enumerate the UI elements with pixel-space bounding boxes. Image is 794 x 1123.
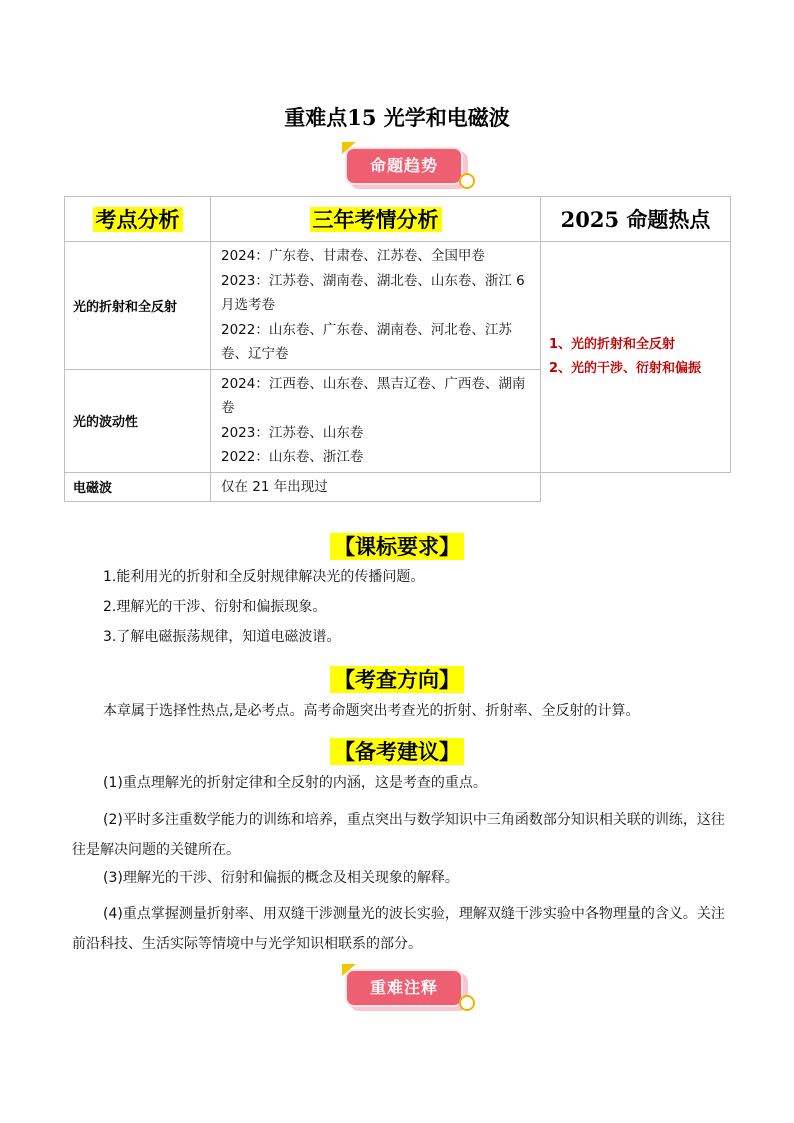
page-title: 重难点15 光学和电磁波: [284, 105, 510, 130]
topic-cell: 光的折射和全反射: [65, 242, 211, 370]
direction-text: 本章属于选择性热点,是必考点。高考命题突出考查光的折射、折射率、全反射的计算。: [103, 703, 640, 719]
hot-cell: 1、光的折射和全反射 2、光的干涉、衍射和偏振: [541, 242, 731, 473]
detail-cell: 2024：广东卷、甘肃卷、江苏卷、全国甲卷 2023：江苏卷、湖南卷、湖北卷、山东卷、浙江 6 月选考卷 2022：山东卷、广东卷、湖南卷、河北卷、江苏卷、辽宁卷: [211, 242, 541, 370]
direction-title: 【考查方向】: [0, 664, 794, 694]
advice-item: (4)重点掌握测量折射率、用双缝干涉测量光的波长实验，理解双缝干涉实验中各物理量的含义。关注前沿科技、生活实际等情境中与光学知识相联系的部分。: [72, 906, 725, 952]
advice-item: (3)理解光的干涉、衍射和偏振的概念及相关现象的解释。: [103, 870, 459, 886]
header-analysis: 三年考情分析: [211, 197, 541, 242]
table-header-row: [65, 197, 731, 242]
advice-item: (2)平时多注重数学能力的训练和培养，重点突出与数学知识中三角函数部分知识相关联的训练，这往往是解决问题的关键所在。: [72, 812, 725, 858]
header-topic: 考点分析: [65, 197, 211, 242]
trend-table: [64, 196, 731, 502]
curriculum-item: 2.理解光的干涉、衍射和偏振现象。: [103, 599, 327, 615]
advice-title: 【备考建议】: [0, 736, 794, 766]
curriculum-title: 【课标要求】: [0, 531, 794, 561]
detail-cell: 仅在 21 年出现过: [211, 472, 541, 502]
detail-cell: 2024：江西卷、山东卷、黑吉辽卷、广西卷、湖南卷 2023：江苏卷、山东卷 2022：山东卷、浙江卷: [211, 369, 541, 472]
explain-badge-label: 重难注释: [345, 969, 463, 1007]
table-row: [65, 242, 731, 370]
trend-badge: [345, 147, 467, 187]
trend-badge-label: 命题趋势: [345, 147, 463, 185]
explain-badge: [345, 969, 467, 1009]
topic-cell: 光的波动性: [65, 369, 211, 472]
advice-item: (1)重点理解光的折射定律和全反射的内涵，这是考查的重点。: [103, 775, 487, 791]
topic-cell: 电磁波: [65, 472, 211, 502]
table-row: [65, 472, 731, 502]
curriculum-item: 1.能利用光的折射和全反射规律解决光的传播问题。: [103, 569, 425, 585]
header-hot: 2025 命题热点: [541, 197, 731, 242]
curriculum-item: 3.了解电磁振荡规律，知道电磁波谱。: [103, 629, 341, 645]
